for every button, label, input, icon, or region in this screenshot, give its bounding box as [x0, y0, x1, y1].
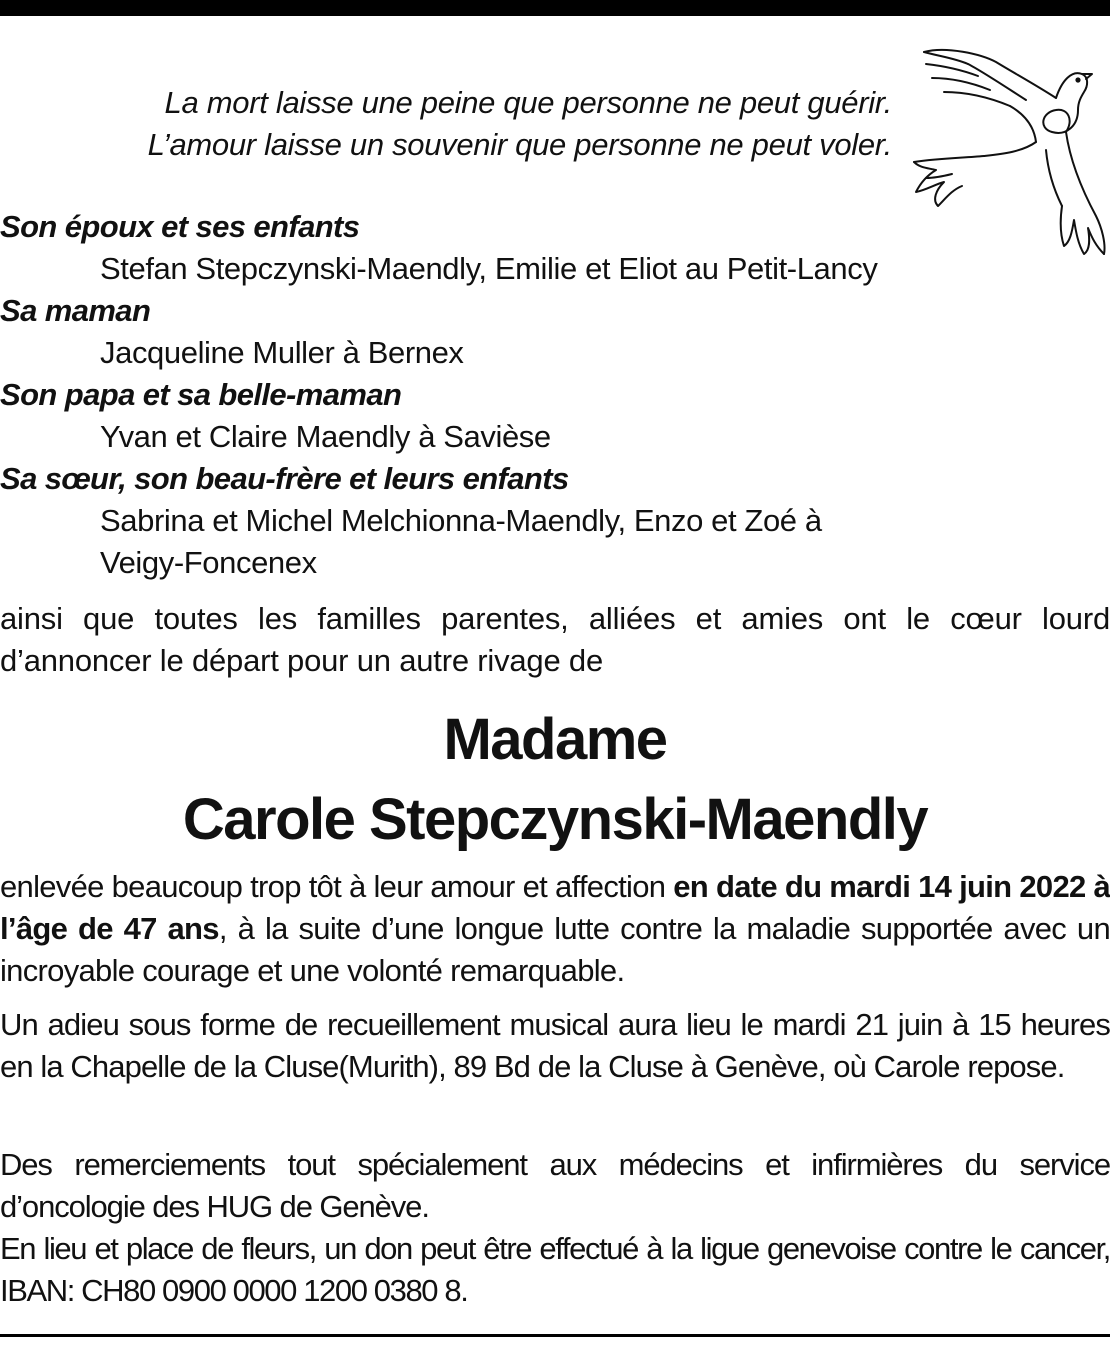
death-notice [0, 866, 1110, 992]
ceremony-text: Un adieu sous forme de recueillement musical aura lieu le mardi 21 juin à 15 heures en la Chapelle de la Cluse(Murith), 89 Bd de la Cluse à Genève, où Carole repose. [0, 1007, 1110, 1084]
family-names: Veigy-Foncenex [100, 545, 317, 580]
family-list [0, 206, 1000, 584]
family-names: Jacqueline Muller à Bernex [100, 335, 464, 370]
donation-text: En lieu et place de fleurs, un don peut être effectué à la ligue genevoise contre le cancer, IBAN: CH80 0900 0000 1200 0380 8. [0, 1231, 1110, 1308]
deceased-title: Madame [443, 707, 667, 772]
death-notice-rest: , à la suite d’une longue lutte contre la maladie supportée avec un incroyable courage et une volonté remarquable. [0, 911, 1110, 988]
family-group-father [0, 374, 1000, 458]
deceased-name-block [0, 700, 1110, 860]
family-group-mother [0, 290, 1000, 374]
thanks-text: Des remerciements tout spécialement aux médecins et infirmières du service d’oncologie des HUG de Genève. [0, 1147, 1110, 1224]
family-group-sister [0, 458, 1000, 584]
deceased-name: Carole Stepczynski-Maendly [182, 787, 928, 852]
family-names: Sabrina et Michel Melchionna-Maendly, Enzo et Zoé à [100, 503, 822, 538]
top-rule [0, 0, 1110, 16]
family-names: Stefan Stepczynski-Maendly, Emilie et Eliot au Petit-Lancy [100, 251, 878, 286]
bottom-rule [0, 1334, 1110, 1337]
quote-line-1: La mort laisse une peine que personne ne peut guérir. [164, 85, 892, 120]
epitaph-quote [0, 82, 892, 166]
announcement-text: ainsi que toutes les familles parentes, alliées et amies ont le cœur lourd d’annoncer le départ pour un autre rivage de [0, 601, 1110, 678]
family-group-spouse [0, 206, 1000, 290]
family-heading: Sa maman [0, 293, 151, 328]
death-notice-intro: enlevée beaucoup trop tôt à leur amour et affection [0, 869, 674, 904]
quote-line-2: L’amour laisse un souvenir que personne ne peut voler. [147, 127, 892, 162]
death-date: en date du mardi 14 juin 2022 à l’âge de 47 ans [0, 869, 1110, 946]
family-heading: Sa sœur, son beau-frère et leurs enfants [0, 461, 569, 496]
family-heading: Son époux et ses enfants [0, 209, 360, 244]
family-heading: Son papa et sa belle-maman [0, 377, 402, 412]
family-names: Yvan et Claire Maendly à Savièse [100, 419, 551, 454]
